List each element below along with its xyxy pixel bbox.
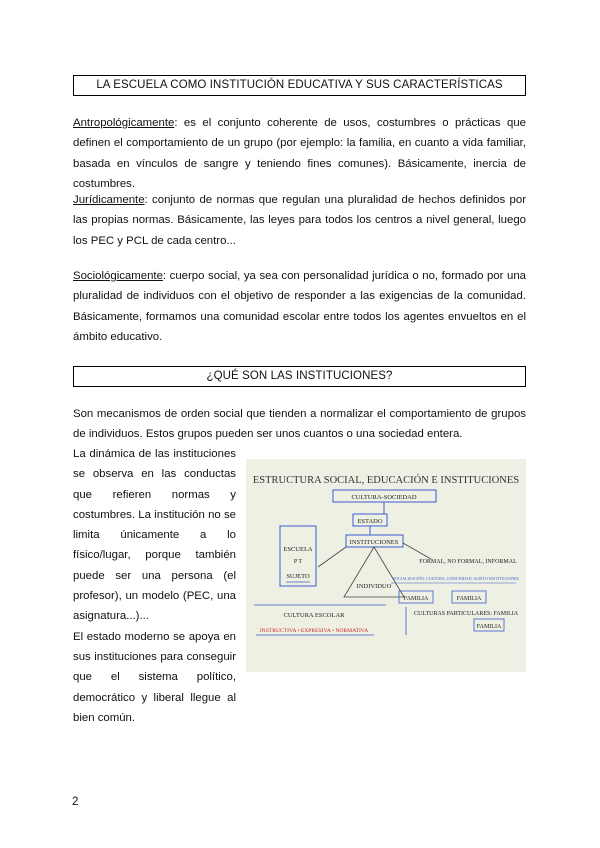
label-familia-3: FAMILIA: [476, 624, 502, 630]
section-heading-instituciones: ¿QUÉ SON LAS INSTITUCIONES?: [73, 366, 526, 387]
diagram-title: ESTRUCTURA SOCIAL, EDUCACIÓN E INSTITUCIONES: [252, 475, 520, 486]
page-number: 2: [72, 796, 79, 808]
label-cultura-sociedad: CULTURA-SOCIEDAD: [351, 494, 417, 501]
label-culturas-particulares: CULTURAS PARTICULARES: FAMILIA: [414, 611, 519, 617]
paragraph-estado-moderno: El estado moderno se apoya en sus instituciones para conseguir que el sistema político, democrático y liberal llegue al bien común.: [73, 630, 236, 724]
term-juridicamente: Jurídicamente: [73, 194, 145, 206]
definition-text: : es el conjunto coherente de usos, costumbres o prácticas que definen el comportamiento de un grupo (por ejemplo: la familia, en cuanto a vida familiar, basada en vínculos de sangre y teniendo fines comunes). Básicamente, inercia de costumbres.: [73, 117, 526, 190]
label-instituciones: INSTITUCIONES: [349, 539, 399, 546]
paragraph-dinamica: La dinámica de las instituciones se observa en las conductas que refieren normas y costumbres. La institución no se limita únicamente a lo físico/lugar, porque también puede ser una persona (el profesor), un modelo (PEC, una asignatura...)...: [73, 448, 236, 623]
label-sujeto: SUJETO: [286, 573, 310, 580]
paragraph-intro-instituciones: Son mecanismos de orden social que tienden a normalizar el comportamiento de grupos de individuos. Estos grupos pueden ser unos cuantos o una sociedad entera.: [73, 408, 526, 441]
definition-text: : conjunto de normas que regulan una pluralidad de hechos definidos por las propias normas. Básicamente, las leyes para todos los centros a nivel general, luego los PEC y PCL de cada centro...: [73, 194, 526, 247]
definition-text: : cuerpo social, ya sea con personalidad jurídica o no, formado por una pluralidad de individuos con el objetivo de responder a las exigencias de la comunidad. Básicamente, formamos una comunidad escolar entre todos los agentes envueltos en el ámbito educativo.: [73, 270, 526, 343]
label-socializacion: SOCIALIZACIÓN: CULTURA, COMUNIDAD, SUJETO INSTITUCIONES: [393, 576, 519, 581]
arrow-line: [318, 547, 346, 567]
arrow-line: [403, 543, 431, 559]
label-familia-2: FAMILIA: [456, 596, 482, 602]
label-formal: FORMAL, NO FORMAL, INFORMAL: [419, 559, 517, 565]
paragraph-juridico: [73, 190, 526, 251]
term-antropologicamente: Antropológicamente: [73, 117, 175, 129]
side-text-column: [73, 444, 236, 728]
diagram-svg: [246, 459, 526, 672]
paragraph-sociologico: [73, 266, 526, 347]
label-escuela-sub: P T: [293, 559, 303, 565]
label-familia-1: FAMILIA: [403, 596, 429, 602]
label-individuo: INDIVIDUO: [356, 583, 392, 590]
paragraph-antropologico: [73, 113, 526, 194]
section-heading-escuela: LA ESCUELA COMO INSTITUCIÓN EDUCATIVA Y SUS CARACTERÍSTICAS: [73, 75, 526, 96]
diagram-estructura-social: [246, 459, 526, 672]
label-cultura-escolar: CULTURA ESCOLAR: [283, 612, 345, 619]
term-sociologicamente: Sociológicamente: [73, 270, 163, 282]
label-escuela: ESCUELA: [283, 546, 313, 553]
label-estado: ESTADO: [357, 518, 383, 525]
label-instructiva-expresiva-normativa: INSTRUCTIVA • EXPRESIVA • NORMATIVA: [259, 628, 369, 634]
